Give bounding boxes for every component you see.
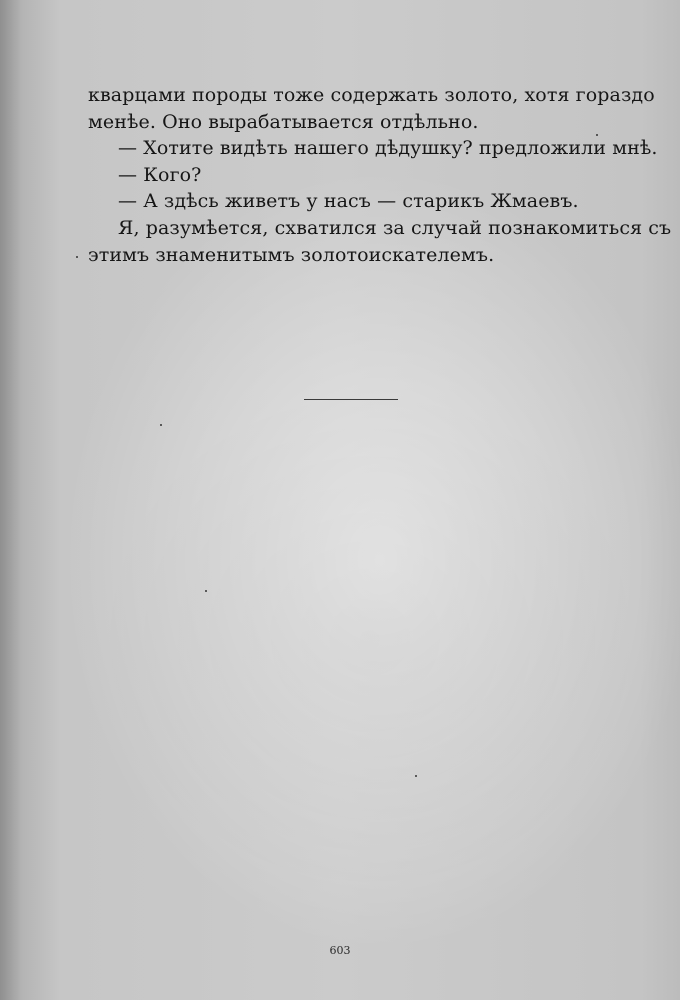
dialogue-line: — Хотите видѣть нашего дѣдушку? предложили мнѣ. <box>118 137 658 160</box>
ink-speck <box>596 134 598 136</box>
text-line: кварцами породы тоже содержать золото, хотя гораздо <box>88 84 655 106</box>
ink-speck <box>160 424 162 426</box>
text-line: менѣе. Оно вырабатывается отдѣльно. <box>88 110 479 133</box>
ink-speck <box>76 256 78 258</box>
body-text <box>88 82 672 268</box>
text-line: этимъ знаменитымъ золотоискателемъ. <box>88 243 495 266</box>
page-number: 603 <box>329 944 351 957</box>
show-through-shadow <box>90 380 650 900</box>
section-divider <box>304 399 398 400</box>
text-line: Я, разумѣется, схватился за случай познакомиться съ <box>118 216 672 239</box>
dialogue-line: — Кого? <box>118 163 202 186</box>
ink-speck <box>415 775 417 777</box>
dialogue-line: — А здѣсь живетъ у насъ — старикъ Жмаевъ. <box>118 190 579 213</box>
ink-speck <box>205 590 207 592</box>
